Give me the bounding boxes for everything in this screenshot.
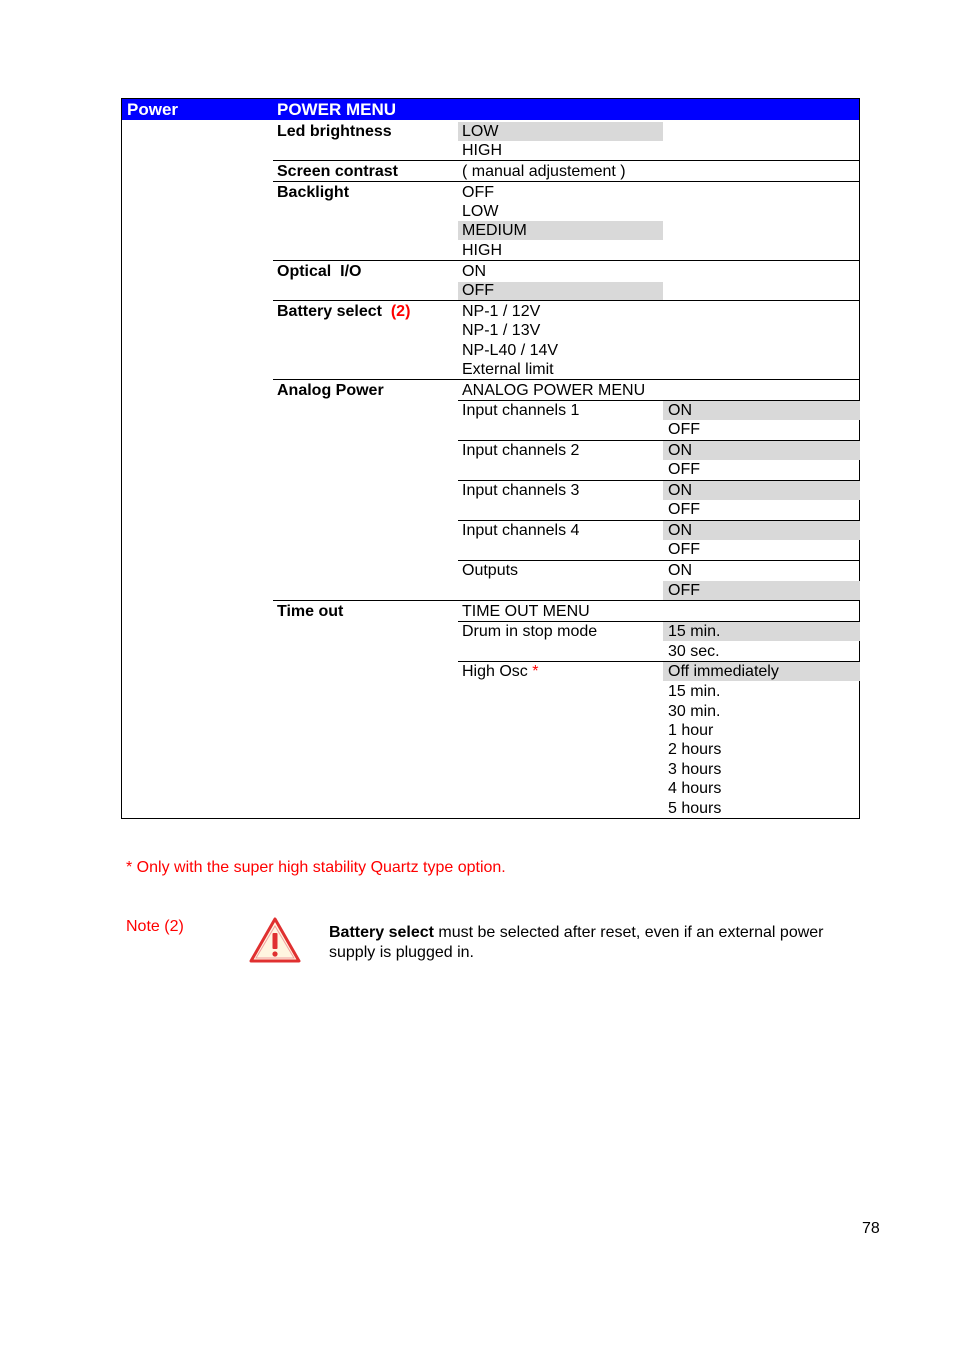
- drum-label: Drum in stop mode: [462, 623, 598, 640]
- optical-io-label: Optical I/O: [277, 263, 362, 280]
- optical-option: OFF: [462, 282, 494, 299]
- backlight-option: OFF: [462, 184, 494, 201]
- analog-item-option: ON: [668, 562, 692, 579]
- highlight: [663, 441, 860, 460]
- row-divider: [273, 160, 860, 161]
- warning-triangle-icon: [248, 916, 302, 964]
- drum-option: 15 min.: [668, 623, 721, 640]
- highlight: [663, 401, 860, 420]
- battery-option: NP-1 / 13V: [462, 322, 541, 339]
- table-header: [122, 99, 859, 120]
- analog-item-label: Input channels 1: [462, 402, 580, 419]
- high-osc-option: Off immediately: [668, 663, 779, 680]
- backlight-option: LOW: [462, 203, 499, 220]
- analog-item-option: ON: [668, 402, 692, 419]
- time-out-label: Time out: [277, 603, 344, 620]
- drum-option: 30 sec.: [668, 643, 720, 660]
- high-osc-option: 15 min.: [668, 683, 721, 700]
- backlight-option: MEDIUM: [462, 222, 527, 239]
- row-divider: [273, 379, 860, 380]
- high-osc-text: High Osc: [462, 663, 528, 680]
- led-option: HIGH: [462, 142, 502, 159]
- high-osc-option: 3 hours: [668, 761, 722, 778]
- battery-option: NP-1 / 12V: [462, 303, 541, 320]
- high-osc-asterisk: *: [532, 663, 539, 680]
- section-title: Power: [127, 100, 179, 119]
- battery-select-text: Battery select: [277, 303, 382, 320]
- highlight: [663, 481, 860, 500]
- highlight: [663, 521, 860, 540]
- battery-option: External limit: [462, 361, 554, 378]
- analog-power-menu: ANALOG POWER MENU: [462, 382, 646, 399]
- analog-item-label: Input channels 4: [462, 522, 580, 539]
- battery-note-ref: (2): [390, 303, 411, 320]
- screen-contrast-value: ( manual adjustement ): [462, 163, 626, 180]
- analog-item-option: OFF: [668, 421, 700, 438]
- footnote: * Only with the super high stability Quartz type option.: [126, 859, 506, 876]
- row-divider: [458, 560, 860, 561]
- menu-title: POWER MENU: [277, 100, 396, 119]
- led-brightness-label: Led brightness: [277, 123, 392, 140]
- time-out-menu: TIME OUT MENU: [462, 603, 590, 620]
- analog-item-option: OFF: [668, 461, 700, 478]
- high-osc-option: 5 hours: [668, 800, 722, 817]
- analog-power-label: Analog Power: [277, 382, 384, 399]
- analog-item-option: ON: [668, 442, 692, 459]
- high-osc-option: 2 hours: [668, 741, 722, 758]
- optical-option: ON: [462, 263, 486, 280]
- high-osc-option: 30 min.: [668, 703, 721, 720]
- high-osc-label: [462, 662, 538, 682]
- note-bold: Battery select: [329, 924, 434, 941]
- row-divider: [273, 260, 860, 261]
- high-osc-option: 1 hour: [668, 722, 714, 739]
- battery-select-label: [277, 302, 410, 322]
- analog-item-option: ON: [668, 482, 692, 499]
- analog-item-label: Outputs: [462, 562, 519, 579]
- high-osc-option: 4 hours: [668, 780, 722, 797]
- page-number: 78: [862, 1220, 880, 1237]
- note-text-line1: [329, 923, 824, 943]
- analog-item-option: OFF: [668, 582, 700, 599]
- backlight-label: Backlight: [277, 184, 350, 201]
- battery-option: NP-L40 / 14V: [462, 342, 559, 359]
- analog-item-label: Input channels 2: [462, 442, 580, 459]
- row-divider: [273, 300, 860, 301]
- note-text-line2: supply is plugged in.: [329, 944, 474, 961]
- analog-item-label: Input channels 3: [462, 482, 580, 499]
- analog-item-option: OFF: [668, 501, 700, 518]
- power-menu-table: [121, 98, 860, 819]
- row-divider: [273, 600, 860, 601]
- analog-item-option: ON: [668, 522, 692, 539]
- note-text: must be selected after reset, even if an external power: [433, 924, 824, 941]
- analog-item-option: OFF: [668, 541, 700, 558]
- backlight-option: HIGH: [462, 242, 502, 259]
- note-label: Note (2): [126, 918, 184, 935]
- led-option: LOW: [462, 123, 499, 140]
- screen-contrast-label: Screen contrast: [277, 163, 398, 180]
